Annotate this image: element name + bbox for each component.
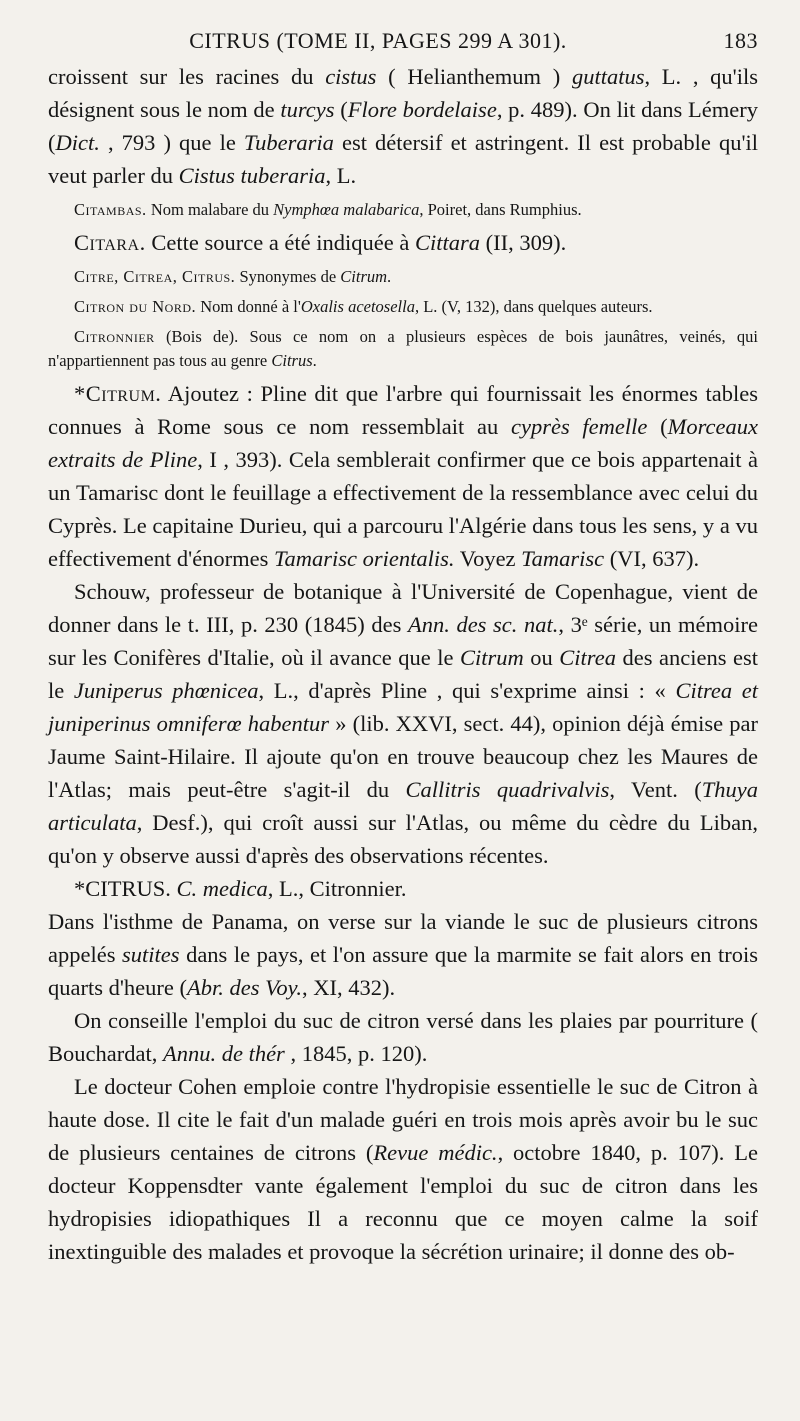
- entry-citre: Citre, Citrea, Citrus. Synonymes de Citrum.: [74, 267, 392, 286]
- entry-headword: Citronnier: [74, 327, 155, 346]
- paragraph-panama: Dans l'isthme de Panama, on verse sur la viande le suc de plusieurs citrons appelés sutites dans le pays, et l'on assure que la marmite se fait alors en trois quarts d'heure (Abr. des Voy., XI, 432).: [48, 909, 759, 1000]
- entry-citara: Citara. Cette source a été indiquée à Cittara (II, 309).: [74, 230, 567, 255]
- entry-headword: Citara.: [74, 230, 146, 255]
- entry-headword: Citre, Citrea, Citrus.: [74, 267, 236, 286]
- paragraph-cistus-continuation: croissent sur les racines du cistus ( Helianthemum ) guttatus, L. , qu'ils désignent sous le nom de turcys (Flore bordelaise, p. 489). On lit dans Lémery (Dict. , 793 ) que le Tuberaria est détersif et astringent. Il est probable qu'il veut parler du Cistus tuberaria, L.: [48, 64, 759, 188]
- entry-citrum: *Citrum. Ajoutez : Pline dit que l'arbre qui fournissait les énormes tables connues à Rome sous ce nom ressemblait au cyprès femelle (Morceaux extraits de Pline, I , 393). Cela semblerait confirmer que ce bois appartenait à un Tamarisc dont le feuillage a effectivement de la ressemblance avec celui du Cyprès. Le capitaine Durieu, qui a parcouru l'Algérie dans tous les sens, y a vu effectivement d'énormes Tamarisc orientalis. Voyez Tamarisc (VI, 637).: [48, 381, 759, 571]
- entry-citambas: Citambas. Nom malabare du Nymphœa malabarica, Poiret, dans Rumphius.: [74, 200, 582, 219]
- entry-citron-du-nord: Citron du Nord. Nom donné à l'Oxalis acetosella, L. (V, 132), dans quelques auteurs.: [74, 297, 653, 316]
- entry-citrus: *CITRUS. C. medica, L., Citronnier.: [74, 876, 407, 901]
- paragraph-cohen: Le docteur Cohen emploie contre l'hydropisie essentielle le suc de Citron à haute dose. Il cite le fait d'un malade guéri en trois mois après avoir bu le suc de plusieurs centaines de citrons (Revue médic., octobre 1840, p. 107). Le docteur Koppensdter vante également l'emploi du suc de citron dans les hydropisies idiopathiques Il a reconnu que ce moyen calme la soif inextinguible des malades et provoque la sécrétion urinaire; il donne des ob-: [48, 1074, 758, 1264]
- entry-headword: Citambas.: [74, 200, 147, 219]
- entry-headword: *CITRUS.: [74, 876, 171, 901]
- paragraph-schouw: Schouw, professeur de botanique à l'Université de Copenhague, vient de donner dans le t. III, p. 230 (1845) des Ann. des sc. nat., 3ᵉ série, un mémoire sur les Conifères d'Italie, où il avance que le Citrum ou Citrea des anciens est le Juniperus phœnicea, L., d'après Pline , qui s'exprime ainsi : « Citrea et juniperinus omniferœ habentur » (lib. XXVI, sect. 44), opinion déjà émise par Jaume Saint-Hilaire. Il ajoute qu'on en trouve beaucoup chez les Maures de l'Atlas; mais peut-être s'agit-il du Callitris quadrivalvis, Vent. (Thuya articulata, Desf.), qui croît aussi sur l'Atlas, ou même du cèdre du Liban, qu'on y observe aussi d'après des observations récentes.: [48, 579, 759, 868]
- entry-citronnier: Citronnier (Bois de). Sous ce nom on a plusieurs espèces de bois jaunâtres, veinés, qui n'appartiennent pas tous au genre Citrus.: [48, 327, 758, 370]
- paragraph-plaies: On conseille l'emploi du suc de citron versé dans les plaies par pourriture ( Bouchardat, Annu. de thér , 1845, p. 120).: [48, 1008, 758, 1066]
- entry-headword: *Citrum.: [74, 381, 162, 406]
- page-number: 183: [723, 28, 758, 53]
- running-title: CITRUS (TOME II, PAGES 299 A 301).: [189, 28, 567, 53]
- entry-headword: Citron du Nord.: [74, 297, 197, 316]
- running-header: [48, 28, 758, 54]
